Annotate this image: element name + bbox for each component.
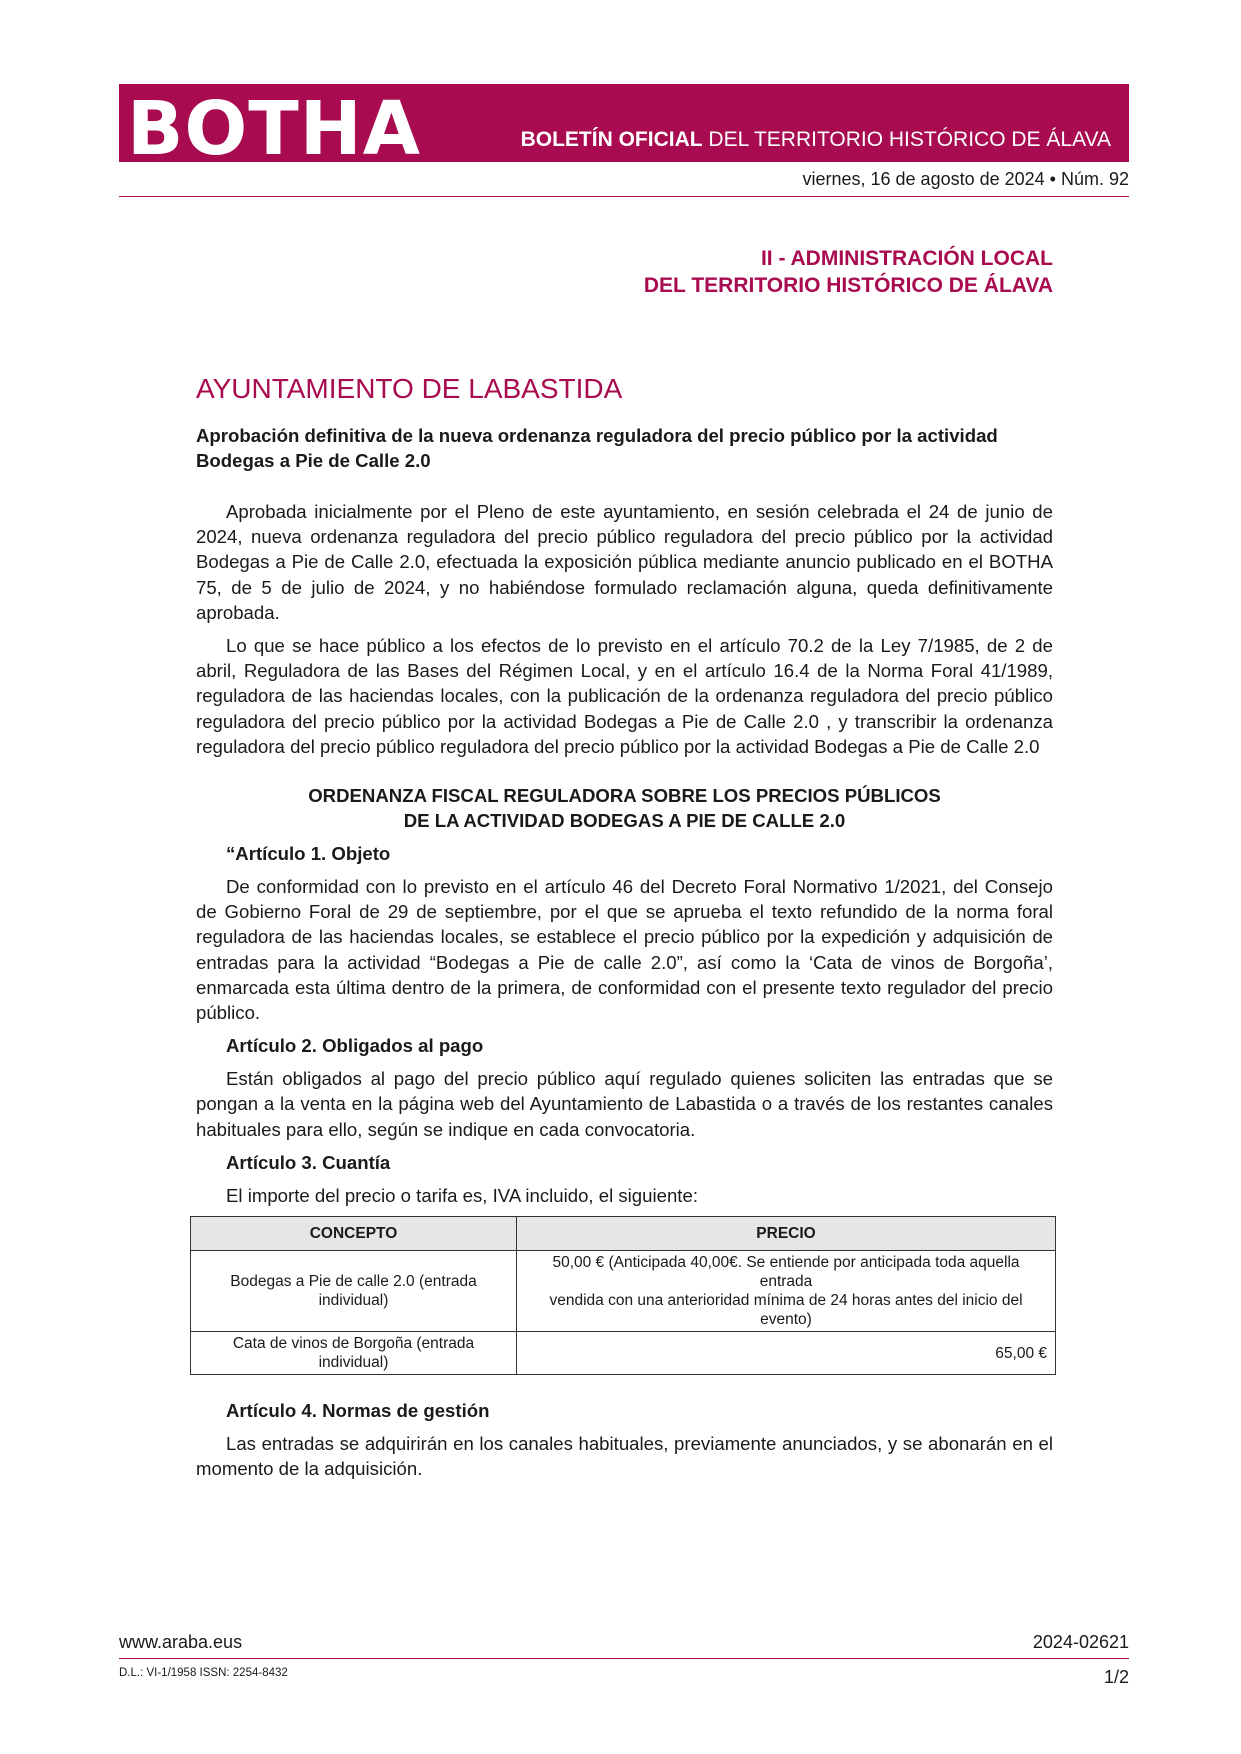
table-cell-precio-line1: 50,00 € (Anticipada 40,00€. Se entiende por anticipada toda aquella entrada	[552, 1254, 1020, 1291]
price-table	[190, 1216, 1056, 1375]
document-title: Aprobación definitiva de la nueva ordenanza reguladora del precio público por la actividad Bodegas a Pie de Calle 2.0	[196, 425, 998, 471]
article-4-title: Artículo 4. Normas de gestión	[226, 1400, 490, 1422]
section-title-line2: DEL TERRITORIO HISTÓRICO DE ÁLAVA	[643, 274, 1053, 297]
bulletin-title	[521, 128, 1111, 152]
section-title-line1: II - ADMINISTRACIÓN LOCAL	[760, 247, 1053, 270]
table-row	[191, 1332, 1056, 1375]
footer-document-id: 2024-02621	[1032, 1632, 1129, 1652]
table-row	[191, 1251, 1056, 1332]
article-4-text: Las entradas se adquirirán en los canales habituales, previamente anunciados, y se abonarán en el momento de la adquisición.	[196, 1433, 1053, 1480]
article-1-text: De conformidad con lo previsto en el artículo 46 del Decreto Foral Normativo 1/2021, del Consejo de Gobierno Foral de 29 de septiembre, por el que se aprueba el texto refundido de la norma foral reguladora de las haciendas locales, se establece el precio público por la expedición y adquisición de entradas para la actividad “Bodegas a Pie de calle 2.0”, así como la ‘Cata de vinos de Borgoña’, enmarcada esta última dentro de la primera, de conformidad con el presente texto regulador del precio público.	[196, 876, 1053, 1024]
ayuntamiento-heading: AYUNTAMIENTO DE LABASTIDA	[196, 373, 623, 404]
table-cell-concepto: Cata de vinos de Borgoña (entrada individual)	[191, 1332, 517, 1375]
paragraph-1: Aprobada inicialmente por el Pleno de este ayuntamiento, en sesión celebrada el 24 de junio de 2024, nueva ordenanza reguladora del precio público reguladora del precio público por la actividad Bodegas a Pie de Calle 2.0, efectuada la exposición pública mediante anuncio publicado en el BOTHA 75, de 5 de julio de 2024, y no habiéndose formulado reclamación alguna, queda definitivamente aprobada.	[196, 501, 1053, 623]
footer-page-number: 1/2	[1103, 1667, 1129, 1687]
paragraph-2: Lo que se hace público a los efectos de lo previsto en el artículo 70.2 de la Ley 7/1985, de 2 de abril, Reguladora de las Bases del Régimen Local, y en el artículo 16.4 de la Norma Foral 41/1989, reguladora de las haciendas locales, con la publicación de la ordenanza reguladora del precio público reguladora del precio público por la actividad Bodegas a Pie de Calle 2.0 , y transcribir la ordenanza reguladora del precio público reguladora del precio público por la actividad Bodegas a Pie de Calle 2.0	[196, 635, 1053, 757]
footer-divider	[119, 1658, 1129, 1659]
table-cell-precio: 65,00 €	[517, 1332, 1056, 1375]
table-cell-precio-line2: vendida con una anterioridad mínima de 24 horas antes del inicio del evento)	[549, 1292, 1023, 1329]
table-header-concepto: CONCEPTO	[191, 1217, 517, 1251]
footer-website-link[interactable]: www.araba.eus	[119, 1632, 243, 1652]
footer-legal-deposit: D.L.: VI-1/1958 ISSN: 2254-8432	[119, 1667, 288, 1679]
article-1-title: “Artículo 1. Objeto	[226, 843, 391, 865]
article-3-text: El importe del precio o tarifa es, IVA incluido, el siguiente:	[226, 1184, 698, 1206]
document-body	[196, 372, 1053, 1489]
ordinance-title	[196, 783, 1053, 833]
issue-date-number: viernes, 16 de agosto de 2024 • Núm. 92	[802, 169, 1129, 189]
article-2-title: Artículo 2. Obligados al pago	[226, 1035, 484, 1057]
header-divider	[119, 196, 1129, 197]
bulletin-title-bold: BOLETÍN OFICIAL	[520, 128, 703, 151]
bulletin-title-rest: DEL TERRITORIO HISTÓRICO DE ÁLAVA	[702, 128, 1111, 151]
table-cell-concepto: Bodegas a Pie de calle 2.0 (entrada individual)	[191, 1251, 517, 1332]
section-title	[644, 245, 1053, 299]
article-2-text: Están obligados al pago del precio público aquí regulado quienes soliciten las entradas que se pongan a la venta en la página web del Ayuntamiento de Labastida o a través de los restantes canales habituales para ello, según se indique en cada convocatoria.	[196, 1068, 1053, 1140]
botha-logo: BOTHA	[127, 86, 421, 172]
table-header-row	[191, 1217, 1056, 1251]
table-cell-precio	[517, 1251, 1056, 1332]
table-header-precio: PRECIO	[517, 1217, 1056, 1251]
ordinance-title-line2: DE LA ACTIVIDAD BODEGAS A PIE DE CALLE 2.0	[403, 810, 846, 832]
ordinance-title-line1: ORDENANZA FISCAL REGULADORA SOBRE LOS PRECIOS PÚBLICOS	[308, 785, 941, 807]
header-band	[119, 84, 1129, 172]
article-3-title: Artículo 3. Cuantía	[226, 1151, 391, 1173]
